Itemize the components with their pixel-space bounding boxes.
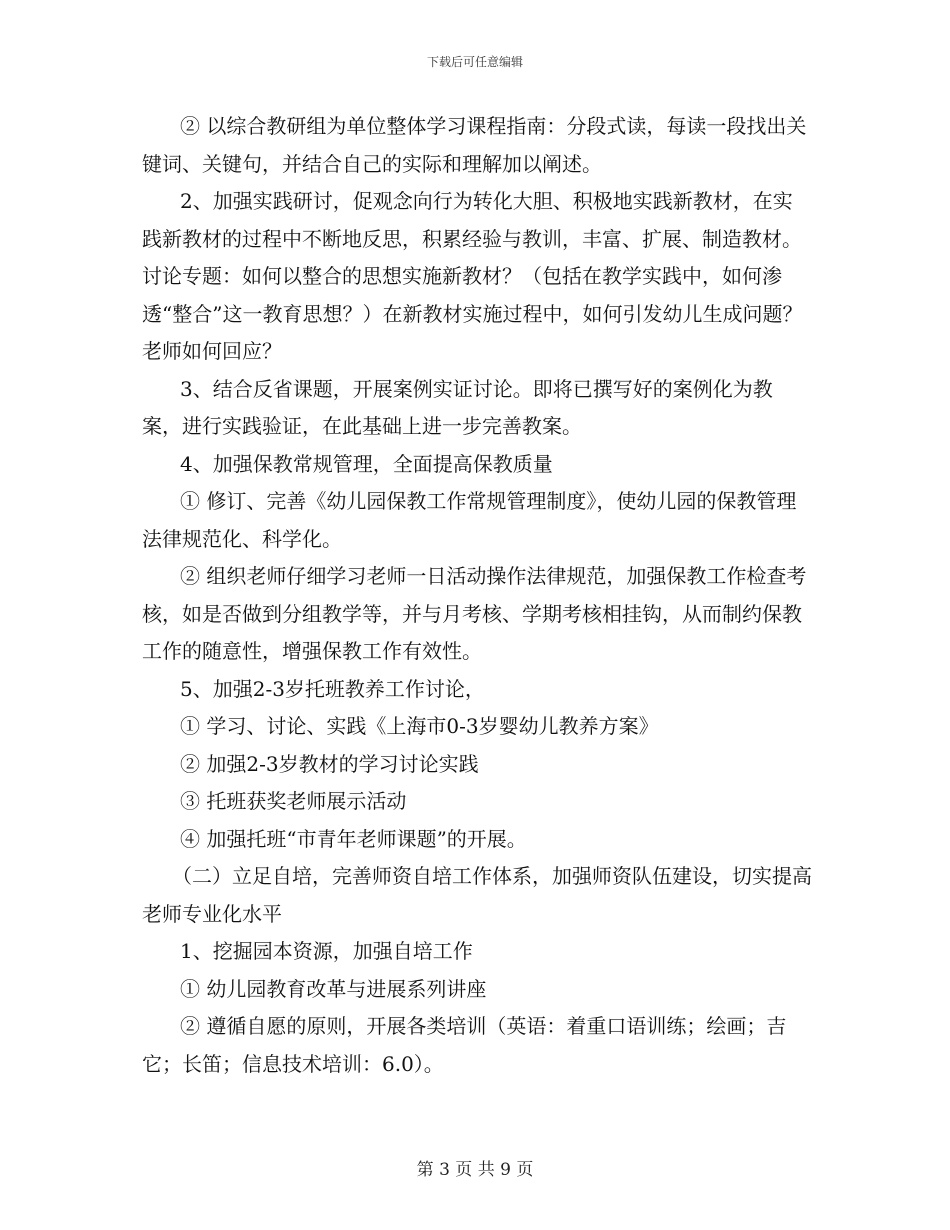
section-heading: （二）立足自培，完善师资自培工作体系，加强师资队伍建设，切实提高老师专业化水平: [142, 864, 812, 926]
paragraph: ② 以综合教研组为单位整体学习课程指南：分段式读，每读一段找出关键词、关键句，并结合自己的实际和理解加以阐述。: [142, 114, 807, 176]
paragraph: ③ 托班获奖老师展示活动: [180, 789, 407, 813]
page-header: 下载后可任意编辑: [426, 55, 523, 69]
paragraph: ② 加强2-3岁教材的学习讨论实践: [180, 751, 479, 776]
paragraph: 3、结合反省课题，开展案例实证讨论。即将已撰写好的案例化为教案，进行实践验证，在此基础上进一步完善教案。: [142, 376, 773, 438]
paragraph: 5、加强2-3岁托班教养工作讨论，: [180, 676, 485, 701]
paragraph: 2、加强实践研讨，促观念向行为转化大胆、积极地实践新教材，在实践新教材的过程中不断地反思，积累经验与教训，丰富、扩展、制造教材。讨论专题：如何以整合的思想实施新教材？（包括在教学实践中，如何渗透“整合”这一教育思想？）在新教材实施过程中，如何引发幼儿生成问题？老师如何回应？: [142, 189, 803, 363]
paragraph: 4、加强保教常规管理，全面提高保教质量: [180, 451, 553, 476]
paragraph: ④ 加强托班“市青年老师课题”的开展。: [180, 826, 527, 851]
paragraph: ① 学习、讨论、实践《上海市0-3岁婴幼儿教养方案》: [180, 714, 659, 738]
paragraph: ② 组织老师仔细学习老师一日活动操作法律规范，加强保教工作检查考核，如是否做到分组教学等，并与月考核、学期考核相挂钩，从而制约保教工作的随意性，增强保教工作有效性。: [142, 564, 807, 663]
paragraph: 1、挖掘园本资源，加强自培工作: [180, 939, 473, 963]
paragraph: ② 遵循自愿的原则，开展各类培训（英语：着重口语训练；绘画；吉它；长笛；信息技术培训：6.0）。: [142, 1014, 787, 1076]
document-body: [142, 108, 812, 1083]
page-number: 第 3 页 共 9 页: [416, 1160, 534, 1180]
paragraph: ① 幼儿园教育改革与进展系列讲座: [180, 976, 487, 1001]
paragraph: ① 修订、完善《幼儿园保教工作常规管理制度》，使幼儿园的保教管理法律规范化、科学化。: [142, 489, 797, 551]
